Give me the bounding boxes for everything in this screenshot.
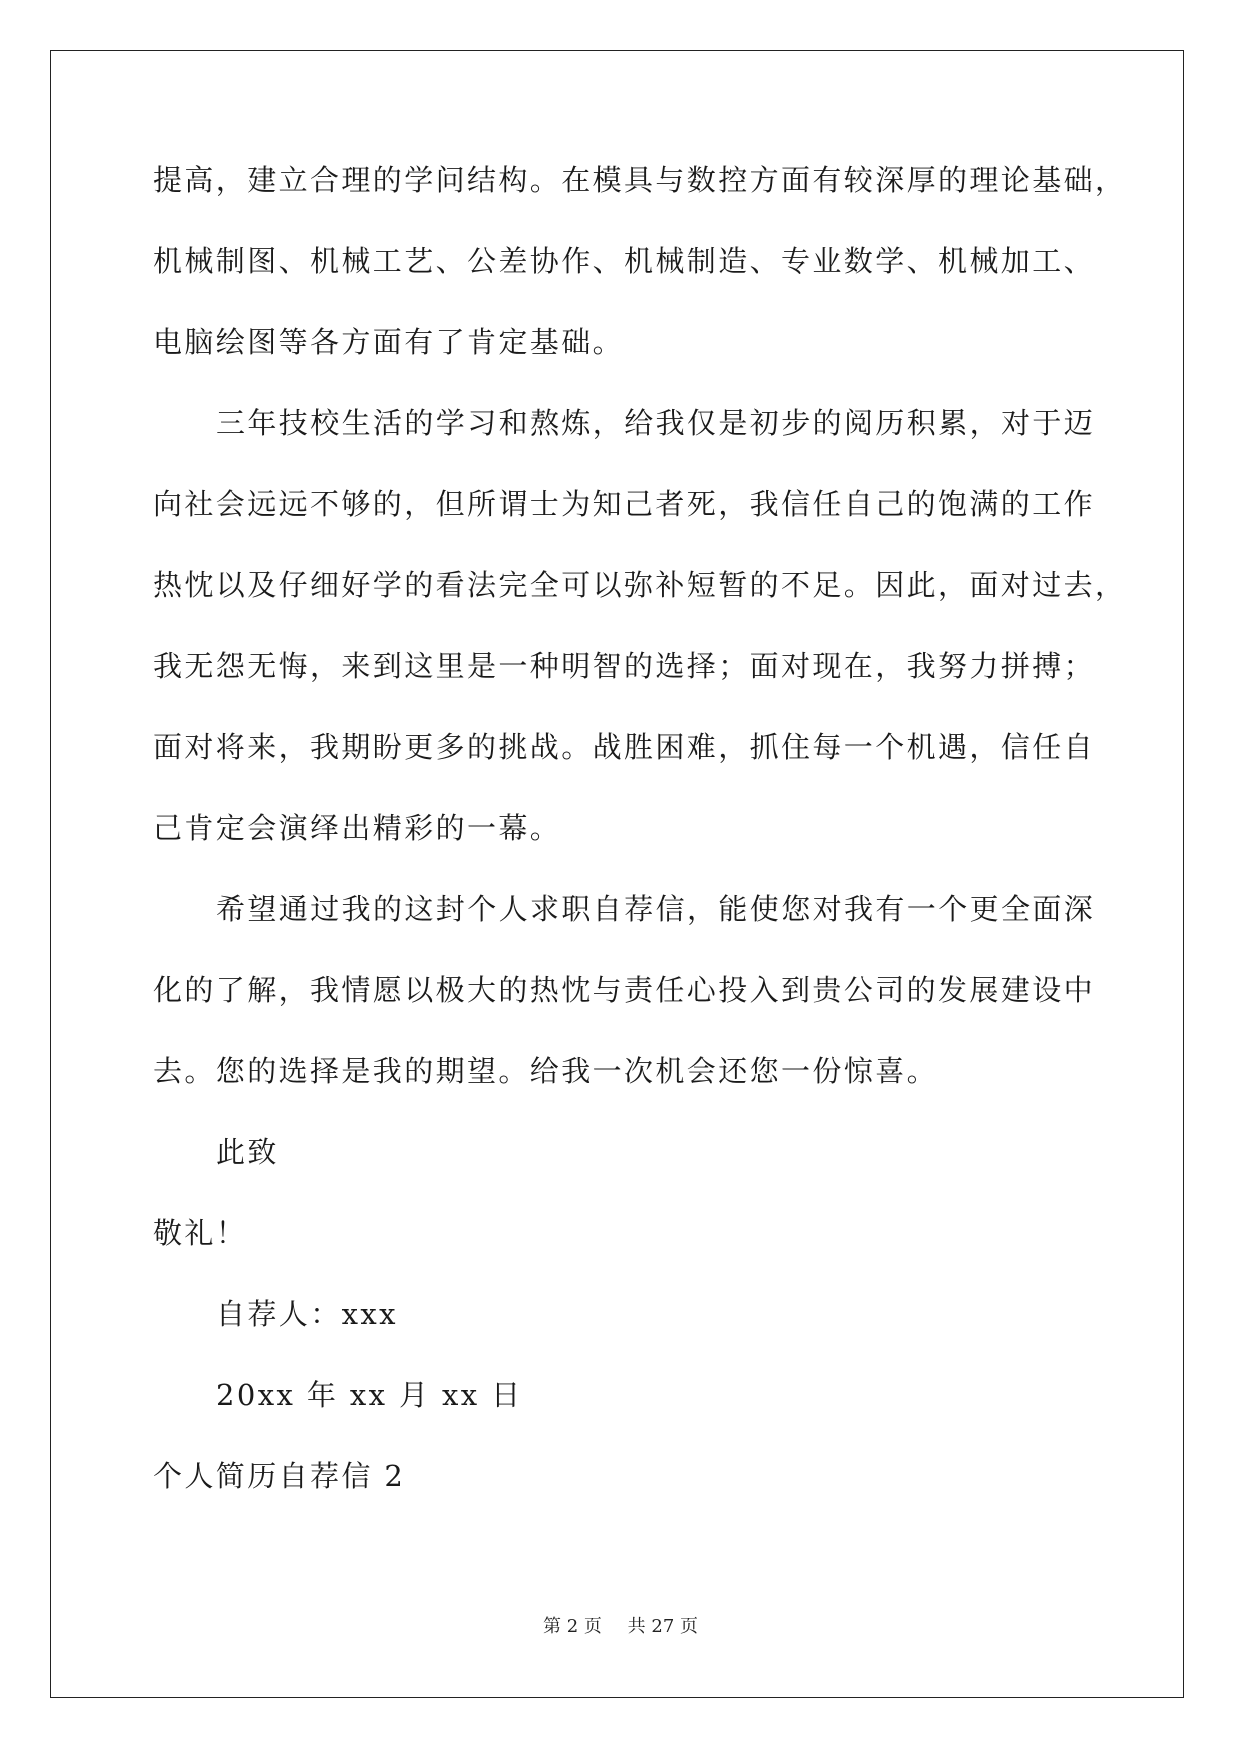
text-line: 己肯定会演绎出精彩的一幕。 <box>153 811 562 845</box>
closing-salutation: 此致 <box>216 1135 279 1169</box>
document-body <box>153 160 1127 1537</box>
section-heading: 个人简历自荐信 2 <box>153 1459 406 1493</box>
total-page-count: 共 27 页 <box>627 1616 698 1637</box>
text-line: 电脑绘图等各方面有了肯定基础。 <box>153 325 625 359</box>
text-line: 面对将来，我期盼更多的挑战。战胜困难，抓住每一个机遇，信任自 <box>153 730 1096 764</box>
text-line: 提高，建立合理的学问结构。在模具与数控方面有较深厚的理论基础， <box>153 163 1127 197</box>
current-page-number: 第 2 页 <box>543 1616 602 1637</box>
text-line: 化的了解，我情愿以极大的热忱与责任心投入到贵公司的发展建设中 <box>153 973 1096 1007</box>
text-line: 去。您的选择是我的期望。给我一次机会还您一份惊喜。 <box>153 1054 939 1088</box>
text-line: 我无怨无悔，来到这里是一种明智的选择；面对现在，我努力拼搏； <box>153 649 1096 683</box>
paragraph-start-line: 三年技校生活的学习和熬炼，给我仅是初步的阅历积累，对于迈 <box>216 406 1096 440</box>
text-line: 向社会远远不够的，但所谓士为知己者死，我信任自己的饱满的工作 <box>153 487 1096 521</box>
text-line: 机械制图、机械工艺、公差协作、机械制造、专业数学、机械加工、 <box>153 244 1096 278</box>
paragraph-start-line: 希望通过我的这封个人求职自荐信，能使您对我有一个更全面深 <box>216 892 1096 926</box>
closing-greeting: 敬礼！ <box>153 1216 248 1250</box>
date-line: 20xx 年 xx 月 xx 日 <box>216 1378 523 1412</box>
page-footer <box>0 1616 1241 1638</box>
text-line: 热忱以及仔细好学的看法完全可以弥补短暂的不足。因此，面对过去， <box>153 568 1127 602</box>
signature-line: 自荐人：xxx <box>216 1297 398 1331</box>
